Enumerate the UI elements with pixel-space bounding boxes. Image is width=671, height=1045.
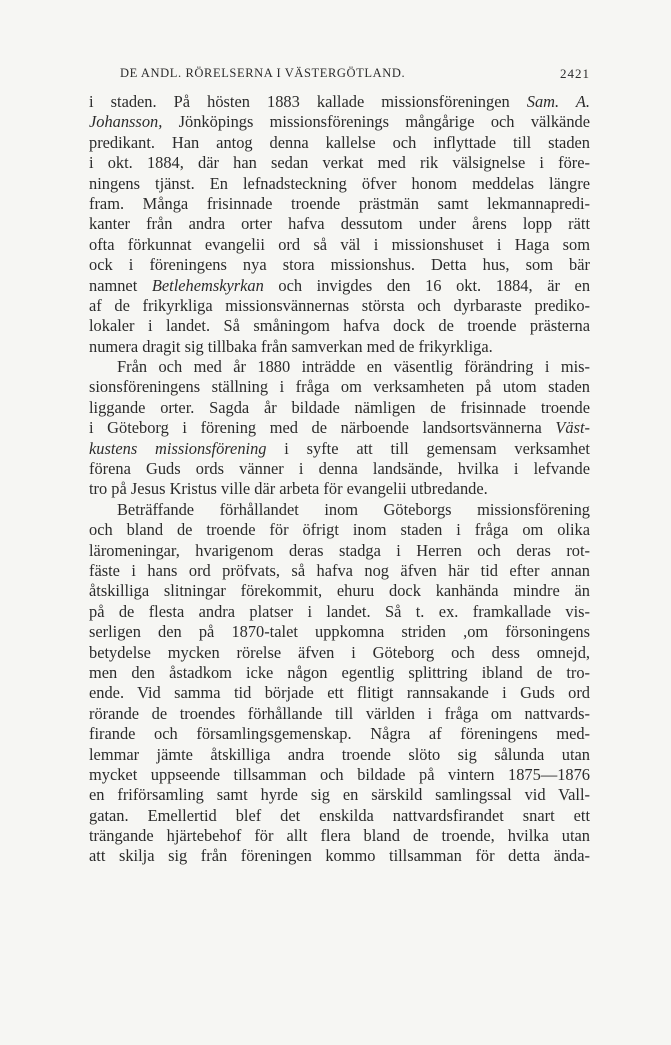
- text-line: [89, 377, 590, 397]
- body-text: [89, 92, 590, 867]
- text-span: ofta förkunnat evangelii ord så väl i missionshuset i Haga som: [89, 234, 590, 254]
- text-span: lemmar jämte åtskilliga andra troende slöto sig sålunda utan: [89, 744, 590, 764]
- text-line: [89, 235, 590, 255]
- text-line: [89, 724, 590, 744]
- text-line: [89, 602, 590, 622]
- text-line: [89, 622, 590, 642]
- text-line: [89, 785, 590, 805]
- text-line: [89, 643, 590, 663]
- text-line: [89, 846, 590, 866]
- text-span: ock i föreningens nya stora missionshus. Detta hus, som bär: [89, 255, 590, 275]
- italic-text: Sam. A.: [526, 92, 590, 111]
- text-line: [89, 479, 590, 499]
- text-line: [89, 316, 590, 336]
- text-line: [89, 255, 590, 275]
- text-line: [89, 683, 590, 703]
- text-line: [89, 357, 590, 377]
- text-line: [89, 174, 590, 194]
- text-span: sionsföreningens ställning i fråga om verksamheten på utom staden: [89, 377, 590, 397]
- text-span: men den åstadkom icke någon egentlig splittring ibland de tro-: [89, 662, 590, 682]
- text-line: [89, 194, 590, 214]
- text-span: liggande orter. Sagda år bildade nämligen de frisinnade troende: [89, 397, 590, 417]
- text-line: [89, 112, 590, 132]
- text-line: [89, 520, 590, 540]
- text-span: lokaler i landet. Så småningom hafva dock de troende prästerna: [89, 316, 590, 336]
- text-span: gatan. Emellertid blef det enskilda nattvardsfirandet snart ett: [89, 805, 590, 825]
- text-line: [89, 276, 590, 296]
- text-line: [89, 459, 590, 479]
- text-span: Från och med år 1880 inträdde en väsentlig förändring i mis-: [117, 357, 590, 377]
- text-span: af de frikyrkliga missionsvännernas största och dyrbaraste prediko-: [89, 295, 590, 315]
- text-line: [89, 663, 590, 683]
- text-line: [89, 92, 590, 112]
- text-line: [89, 806, 590, 826]
- text-span: och bland de troende för öfrigt inom staden i fråga om olika: [89, 520, 590, 540]
- text-line: [89, 296, 590, 316]
- text-span: ende. Vid samma tid började ett flitigt rannsakande i Guds ord: [89, 683, 590, 703]
- text-span: en friförsamling samt hyrde sig en särskild samlingssal vid Vall-: [89, 785, 590, 805]
- text-span: betydelse mycken rörelse äfven i Göteborg och dess omnejd,: [89, 642, 590, 662]
- text-span: tro på Jesus Kristus ville där arbeta för evangelii utbredande.: [89, 479, 488, 499]
- text-span: förena Guds ords vänner i denna landsände, hvilka i lefvande: [89, 459, 590, 479]
- text-line: [89, 133, 590, 153]
- text-span: ningens tjänst. En lefnadsteckning öfver honom meddelas längre: [89, 173, 590, 193]
- text-span: serligen den på 1870-talet uppkomna striden ,om försoningens: [89, 622, 590, 642]
- text-span: i okt. 1884, där han sedan verkat med rik välsignelse i före-: [89, 153, 590, 173]
- italic-text: kustens missionsförening: [89, 438, 267, 458]
- text-line: [89, 745, 590, 765]
- text-line: [89, 439, 590, 459]
- italic-text: Väst-: [555, 418, 590, 438]
- text-line: [89, 337, 590, 357]
- text-span: i syfte att till gemensam verksamhet: [266, 438, 590, 458]
- text-span: rörande de troendes förhållande till världen i fråga om nattvards-: [89, 703, 590, 723]
- text-line: [89, 581, 590, 601]
- text-span: predikant. Han antog denna kallelse och inflyttade till staden: [89, 132, 590, 152]
- text-span: i staden. På hösten 1883 kallade missionsföreningen: [89, 92, 527, 111]
- text-span: Jönköpings missionsförenings mångårige och välkände: [162, 112, 590, 132]
- text-span: på de flesta andra platser i landet. Så t. ex. framkallade vis-: [89, 601, 590, 621]
- italic-text: Betlehemskyrkan: [151, 275, 264, 295]
- text-span: namnet: [89, 275, 152, 295]
- text-line: [89, 398, 590, 418]
- running-title: DE ANDL. RÖRELSERNA I VÄSTERGÖTLAND.: [120, 66, 406, 80]
- page-number: 2421: [560, 66, 590, 81]
- text-line: [89, 153, 590, 173]
- text-line: [89, 214, 590, 234]
- text-span: trängande hjärtebehof för allt flera bland de troende, hvilka utan: [89, 826, 590, 846]
- text-span: numera dragit sig tillbaka från samverkan med de frikyrkliga.: [89, 336, 493, 356]
- text-span: i Göteborg i förening med de närboende landsortsvännerna: [89, 418, 556, 438]
- text-span: fram. Många frisinnade troende prästmän samt lekmannapredi-: [89, 193, 590, 213]
- text-span: att skilja sig från föreningen kommo tillsamman för detta ända-: [89, 846, 590, 866]
- text-span: mycket uppseende tillsamman och bildade på vintern 1875—1876: [89, 764, 590, 784]
- text-line: [89, 561, 590, 581]
- italic-text: Johansson,: [89, 112, 163, 132]
- running-header: [120, 66, 590, 86]
- text-line: [89, 500, 590, 520]
- text-line: [89, 418, 590, 438]
- text-span: kanter från andra orter hafva dessutom under årens lopp rätt: [89, 214, 590, 234]
- text-line: [89, 541, 590, 561]
- text-span: Beträffande förhållandet inom Göteborgs missionsförening: [117, 499, 590, 519]
- text-line: [89, 826, 590, 846]
- text-span: firande och församlingsgemenskap. Några af föreningens med-: [89, 724, 590, 744]
- text-span: åtskilliga slitningar förekommit, ehuru dock kanhända mindre än: [89, 581, 590, 601]
- text-span: läromeningar, hvarigenom deras stadga i Herren och deras rot-: [89, 540, 590, 560]
- text-span: och invigdes den 16 okt. 1884, är en: [263, 275, 590, 295]
- text-line: [89, 765, 590, 785]
- text-span: fäste i hans ord pröfvats, så hafva nog äfven här tid efter annan: [89, 560, 590, 580]
- text-line: [89, 704, 590, 724]
